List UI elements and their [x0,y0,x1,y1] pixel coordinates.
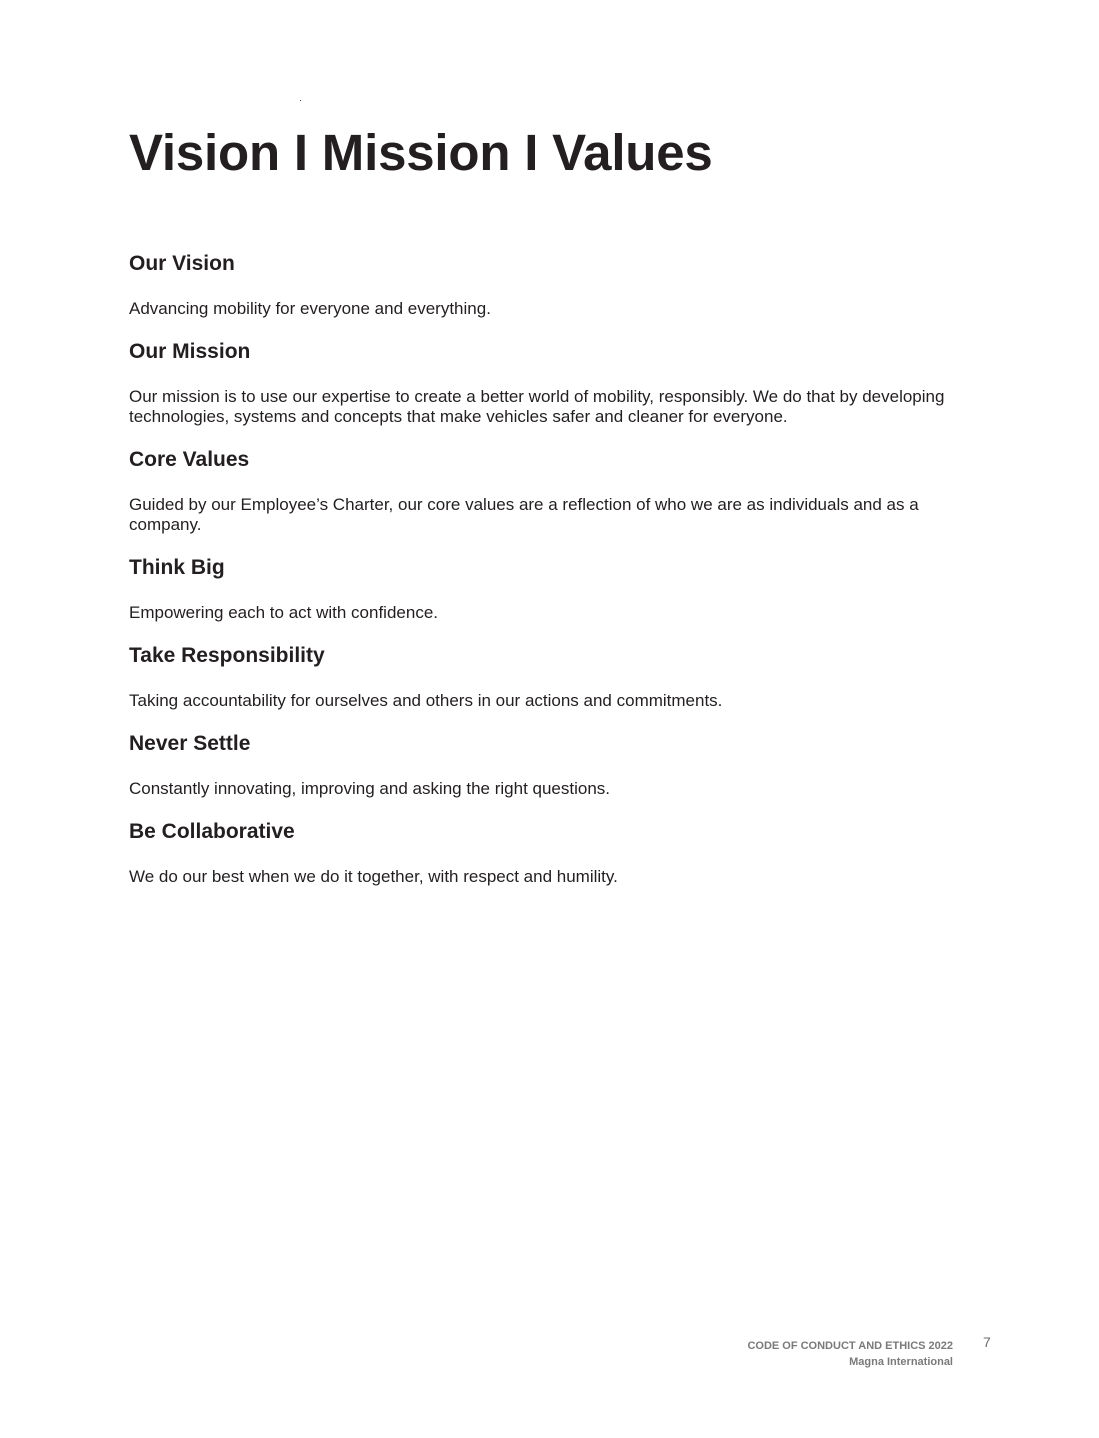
section-be-collaborative [129,819,959,887]
page-number: 7 [983,1334,991,1350]
section-heading: Core Values [129,448,250,471]
footer-company: Magna International [849,1356,953,1368]
section-heading: Be Collaborative [129,820,295,843]
section-heading: Take Responsibility [129,644,325,667]
section-heading: Our Vision [129,252,235,275]
section-body: Guided by our Employee’s Charter, our core values are a reflection of who we are as individuals and as a company. [129,495,919,534]
scan-speck [300,100,301,101]
section-body: Our mission is to use our expertise to create a better world of mobility, responsibly. We do that by developing technologies, systems and concepts that make vehicles safer and cleaner for everyone. [129,387,945,426]
section-never-settle [129,731,959,819]
section-heading: Never Settle [129,732,251,755]
section-think-big [129,555,959,643]
content [129,251,959,887]
section-our-mission [129,339,959,447]
footer-document-title: CODE OF CONDUCT AND ETHICS 2022 [747,1340,953,1352]
section-body: We do our best when we do it together, with respect and humility. [129,867,618,886]
page-title: Vision I Mission I Values [129,124,713,181]
page-footer [747,1338,953,1370]
section-body: Constantly innovating, improving and asking the right questions. [129,779,611,798]
section-body: Taking accountability for ourselves and others in our actions and commitments. [129,691,723,710]
section-core-values [129,447,959,555]
section-take-responsibility [129,643,959,731]
section-body: Advancing mobility for everyone and everything. [129,299,491,318]
section-our-vision [129,251,959,339]
section-body: Empowering each to act with confidence. [129,603,439,622]
section-heading: Think Big [129,556,225,579]
section-heading: Our Mission [129,340,251,363]
